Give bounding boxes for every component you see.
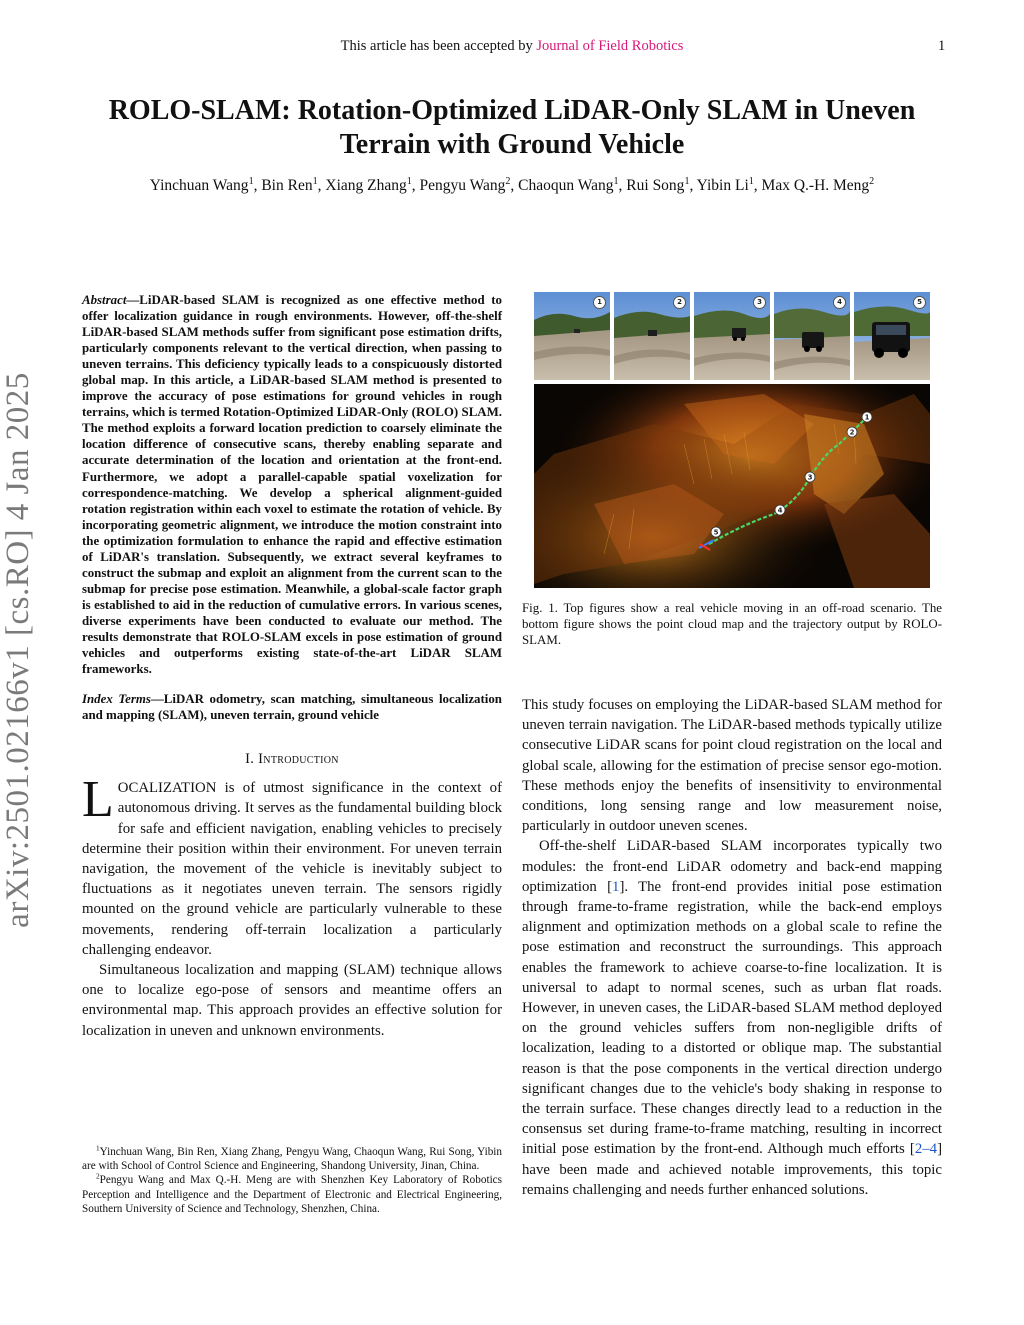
author: Max Q.-H. Meng$^2$	[761, 175, 875, 194]
author: Bin Ren$^1$	[261, 175, 318, 194]
page-number: 1	[938, 38, 946, 54]
abstract	[82, 292, 502, 677]
map-waypoint-label: 5	[713, 528, 719, 537]
author: Rui Song$^1$	[626, 175, 690, 194]
intro-p1-text: OCALIZATION is of utmost significance in the context of autonomous driving. It serves as the fundamental building block for safe and efficient navigation, enabling vehicles to precisely determine their position within their environment. For uneven terrain navigation, the movement of the vehicle is inevitably subject to fluctuations as it negotiates uneven terrain. The sensors rigidly mounted on the ground vehicle are particularly vulnerable to these movements, rendering off-terrain localization a particularly challenging endeavor.	[82, 780, 502, 958]
vehicle-photo	[694, 292, 770, 380]
point-cloud-map	[534, 384, 930, 588]
vehicle-photo-strip	[534, 292, 930, 380]
author: Pengyu Wang$^2$	[419, 175, 511, 194]
citation-link[interactable]: 2–4	[914, 1141, 938, 1158]
section-number: I.	[245, 751, 255, 768]
section-title: Introduction	[258, 751, 339, 768]
footnote-2: $^2$Pengyu Wang and Max Q.-H. Meng are with Shenzhen Key Laboratory of Robotics Perception and Intelligence and the Department of Electronic and Electrical Engineering, Southern University of Science and Technology, Shenzhen, China.	[82, 1172, 502, 1215]
index-terms-lead: Index Terms	[82, 692, 151, 707]
header-prefix: This article has been accepted by	[340, 38, 533, 54]
author-list: Yinchuan Wang$^1$, Bin Ren$^1$, Xiang Zhang$^1$, Pengyu Wang$^2$, Chaoqun Wang$^1$, Rui Song$^1$, Yibin Li$^1$, Max Q.-H. Meng$^2$	[149, 175, 875, 194]
author: Yibin Li$^1$	[696, 175, 754, 194]
map-waypoint-label: 2	[849, 428, 855, 437]
abstract-text: —LiDAR-based SLAM is recognized as one effective method to offer localization guidance in rough environments. However, off-the-shelf LiDAR-based SLAM methods suffer from significant pose estimation drifts, particularly components relevant to the vertical direction, when passing to uneven terrains. This deficiency typically leads to a conspicuously distorted global map. In this article, a LiDAR-based SLAM method is presented to improve the accuracy of pose estimations for ground vehicles in rough terrains, which is termed Rotation-Optimized LiDAR-Only (ROLO) SLAM. The method exploits a forward location prediction to coarsely eliminate the location difference of consecutive scans, thereby enabling separate and accurate determination of the location and orientation at the front-end. Furthermore, we adopt a parallel-capable spatial voxelization for correspondence-matching. We develop a spherical alignment-guided rotation registration within each voxel to estimate the rotation of vehicle. By incorporating geometric alignment, we introduce the motion constraint into the optimization formulation to enhance the rapid and effective estimation of LiDAR's translation. Subsequently, we extract several keyframes to construct the submap and exploit an alignment from the current scan to the submap for precise pose estimation. Meanwhile, a global-scale factor graph is established to aid in the reduction of cumulative errors. In various scenes, diverse experiments have been conducted to evaluate our method. The results demonstrate that ROLO-SLAM excels in pose estimation of ground vehicles and outperforms existing state-of-the-art LiDAR SLAM frameworks.	[82, 293, 502, 677]
photo-index-badge: 4	[833, 296, 846, 309]
photo-index-badge: 2	[673, 296, 686, 309]
map-waypoint-label: 4	[777, 506, 783, 515]
figure-1	[522, 292, 942, 588]
vehicle-photo	[854, 292, 930, 380]
author: Yinchuan Wang$^1$	[149, 175, 254, 194]
map-waypoint-label: 1	[864, 413, 870, 422]
intro-paragraph-2: Simultaneous localization and mapping (SLAM) technique allows one to localize ego-pose of sensors and meantime offers an environmental map. This approach provides an effective solution for localization in uneven and unknown environments.	[82, 962, 502, 1039]
photo-index-badge: 3	[753, 296, 766, 309]
author: Chaoqun Wang$^1$	[518, 175, 619, 194]
left-column	[82, 292, 502, 1041]
footnotes	[82, 1145, 502, 1216]
figure-caption: Fig. 1. Top figures show a real vehicle moving in an off-road scenario. The bottom figure shows the point cloud map and the trajectory output by ROLO-SLAM.	[522, 601, 942, 647]
body-paragraph-1: This study focuses on employing the LiDAR-based SLAM method for uneven terrain navigation. The LiDAR-based methods typically utilize consecutive LiDAR scans for point cloud registration on the local and global scale, allowing for the estimation of precise sensor ego-motion. These methods enjoy the benefits of insensitivity to environmental conditions, long sensing range and low measurement noise, particularly in outdoor uneven scenes.	[522, 697, 942, 835]
index-terms-text: —LiDAR odometry, scan matching, simultaneous localization and mapping (SLAM), uneven terrain, ground vehicle	[82, 692, 502, 723]
running-header	[0, 38, 1024, 55]
paper-title: ROLO-SLAM: Rotation-Optimized LiDAR-Only SLAM in Uneven Terrain with Ground Vehicle	[108, 95, 916, 160]
citation-link[interactable]: 1	[612, 878, 620, 895]
vehicle-photo	[534, 292, 610, 380]
vehicle-photo	[614, 292, 690, 380]
section-heading	[82, 751, 502, 768]
photo-index-badge: 1	[593, 296, 606, 309]
body-paragraph-2: Off-the-shelf LiDAR-based SLAM incorporates typically two modules: the front-end LiDAR odometry and back-end mapping optimization [1]. The front-end provides initial pose estimation through frame-to-frame registration, while the back-end employs alignment and optimization methods on a global scale to refine the pose estimation and reconstruct the surroundings. This approach enables the framework to achieve coarse-to-fine localization. It is universal to adapt to normal scenes, such as urban flat roads. However, in uneven cases, the LiDAR-based SLAM method deployed on the ground vehicles suffers from non-negligible drifts of localization, leading to a distorted or oblique map. The substantial reason is that the pose components in the vertical direction undergo significant changes due to the vehicle's body shaking in response to the terrain surface. These changes directly lead to a reduction in the consensus set during frame-to-frame matching, resulting in incorrect initial pose estimation by the front-end. Although much efforts [2–4] have been made and achieved notable improvements, this topic remains challenging and needs further enhanced solutions.	[522, 838, 942, 1198]
footnote-1: $^1$Yinchuan Wang, Bin Ren, Xiang Zhang, Pengyu Wang, Chaoqun Wang, Rui Song, Yibin are with School of Control Science and Engineering, Shandong University, Jinan, China.	[82, 1144, 502, 1173]
abstract-lead: Abstract	[82, 293, 127, 307]
index-terms	[82, 691, 502, 723]
drop-cap: L	[82, 771, 114, 829]
vehicle-photo	[774, 292, 850, 380]
right-body	[522, 695, 942, 1200]
map-waypoint-label: 3	[807, 473, 813, 482]
journal-link[interactable]: Journal of Field Robotics	[536, 38, 684, 54]
arxiv-identifier[interactable]: arXiv:2501.02166v1 [cs.RO] 4 Jan 2025	[0, 372, 36, 928]
photo-index-badge: 5	[913, 296, 926, 309]
author: Xiang Zhang$^1$	[325, 175, 412, 194]
right-column	[522, 292, 942, 1200]
intro-paragraph-1	[82, 771, 502, 960]
